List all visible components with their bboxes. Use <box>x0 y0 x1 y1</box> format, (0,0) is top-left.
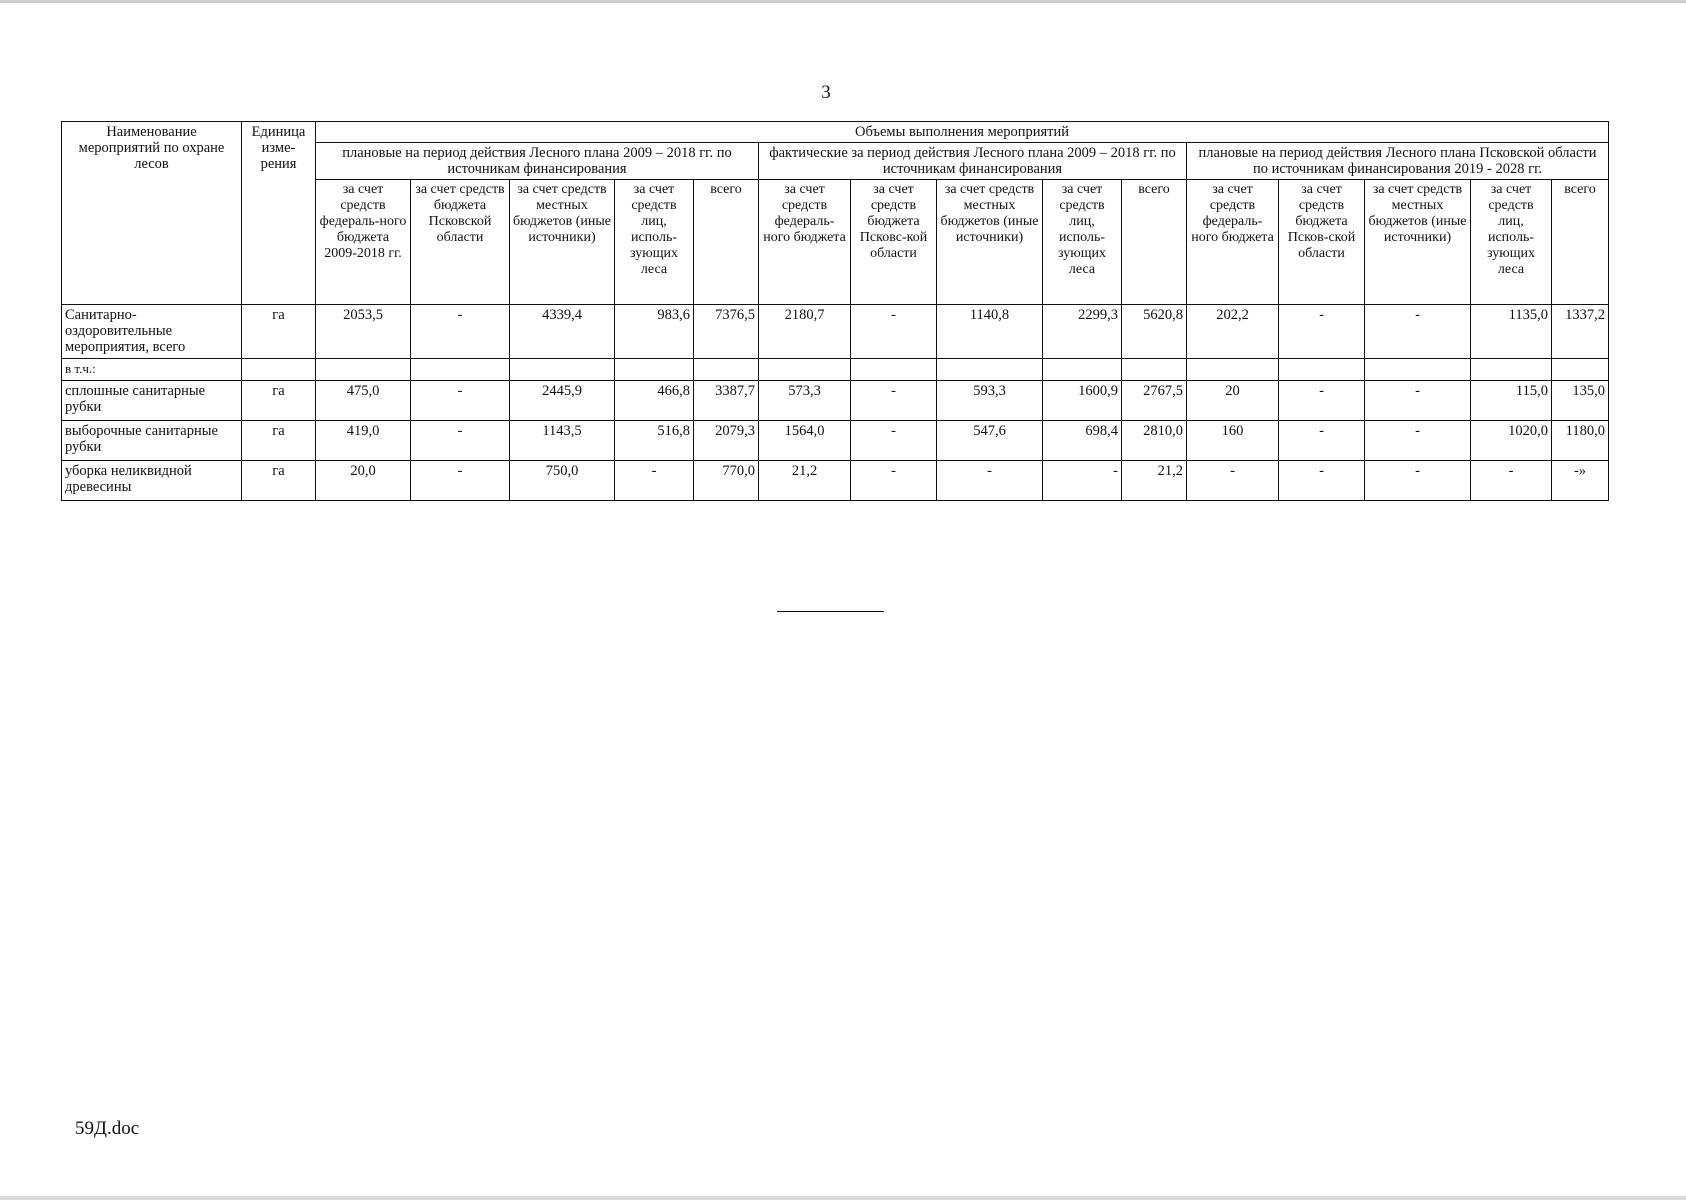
value-cell <box>759 359 851 381</box>
table-row <box>62 381 1609 421</box>
value-cell <box>1122 359 1187 381</box>
row-name: сплошные санитарные рубки <box>62 381 242 421</box>
value-cell <box>851 359 937 381</box>
value-cell <box>1471 359 1552 381</box>
value-cell: 21,2 <box>759 461 851 501</box>
value-cell: 593,3 <box>937 381 1043 421</box>
page-number: 3 <box>821 82 831 103</box>
subheader-cell: за счет средств федераль-ного бюджета <box>759 180 851 305</box>
header-unit-col: Единица изме-рения <box>242 122 316 305</box>
value-cell: - <box>1365 421 1471 461</box>
forest-protection-table <box>61 121 1609 501</box>
value-cell: 7376,5 <box>694 305 759 359</box>
value-cell <box>1043 359 1122 381</box>
value-cell: - <box>411 305 510 359</box>
value-cell: - <box>851 461 937 501</box>
header-group-fact-2009: фактические за период действия Лесного плана 2009 – 2018 гг. по источникам финансирования <box>759 143 1187 180</box>
value-cell: - <box>1365 461 1471 501</box>
value-cell: 1140,8 <box>937 305 1043 359</box>
value-cell <box>510 359 615 381</box>
subheader-cell: всего <box>694 180 759 305</box>
value-cell: 2445,9 <box>510 381 615 421</box>
value-cell <box>1365 359 1471 381</box>
table-row <box>62 421 1609 461</box>
value-cell <box>937 359 1043 381</box>
row-unit: га <box>242 461 316 501</box>
subheader-cell: всего <box>1122 180 1187 305</box>
value-cell: - <box>1279 381 1365 421</box>
value-cell: 1135,0 <box>1471 305 1552 359</box>
value-cell: 2079,3 <box>694 421 759 461</box>
subheader-cell: за счет средств бюджета Псковской области <box>411 180 510 305</box>
subheader-cell: за счет средств федераль-ного бюджета 2009-2018 гг. <box>316 180 411 305</box>
value-cell: - <box>1471 461 1552 501</box>
value-cell: 1564,0 <box>759 421 851 461</box>
scan-edge-top <box>0 0 1686 3</box>
header-group-plan-2019: плановые на период действия Лесного плана Псковской области по источникам финансирования 2019 - 2028 гг. <box>1187 143 1609 180</box>
value-cell: 475,0 <box>316 381 411 421</box>
header-volumes: Объемы выполнения мероприятий <box>316 122 1609 143</box>
value-cell: - <box>411 421 510 461</box>
row-name: в т.ч.: <box>62 359 242 381</box>
row-name: Санитарно-оздоровительные мероприятия, всего <box>62 305 242 359</box>
value-cell: - <box>1043 461 1122 501</box>
value-cell: 1337,2 <box>1552 305 1609 359</box>
value-cell: - <box>1365 305 1471 359</box>
value-cell: 1600,9 <box>1043 381 1122 421</box>
value-cell: 20 <box>1187 381 1279 421</box>
footer-filename: 59Д.doc <box>75 1118 140 1139</box>
value-cell: - <box>1365 381 1471 421</box>
header-row-1 <box>62 122 1609 143</box>
row-unit: га <box>242 305 316 359</box>
subheader-cell: за счет средств федераль-ного бюджета <box>1187 180 1279 305</box>
subheader-cell: всего <box>1552 180 1609 305</box>
value-cell: - <box>1279 305 1365 359</box>
table-row <box>62 305 1609 359</box>
value-cell: - <box>851 305 937 359</box>
subheader-cell: за счет средств бюджета Псковс-кой области <box>851 180 937 305</box>
subheader-cell: за счет средств лиц, исполь-зующих леса <box>1043 180 1122 305</box>
subheader-cell: за счет средств местных бюджетов (иные источники) <box>937 180 1043 305</box>
value-cell: 4339,4 <box>510 305 615 359</box>
value-cell: - <box>937 461 1043 501</box>
value-cell: 2810,0 <box>1122 421 1187 461</box>
subheader-cell: за счет средств лиц, исполь-зующих леса <box>615 180 694 305</box>
value-cell: 983,6 <box>615 305 694 359</box>
value-cell: 2180,7 <box>759 305 851 359</box>
subheader-cell: за счет средств местных бюджетов (иные источники) <box>510 180 615 305</box>
value-cell: 115,0 <box>1471 381 1552 421</box>
value-cell: 3387,7 <box>694 381 759 421</box>
row-name: уборка неликвидной древесины <box>62 461 242 501</box>
value-cell: 698,4 <box>1043 421 1122 461</box>
value-cell: - <box>615 461 694 501</box>
value-cell <box>1552 359 1609 381</box>
value-cell: 5620,8 <box>1122 305 1187 359</box>
subheader-cell: за счет средств бюджета Псков-ской области <box>1279 180 1365 305</box>
header-name-col: Наименование мероприятий по охране лесов <box>62 122 242 305</box>
value-cell: 750,0 <box>510 461 615 501</box>
value-cell: 547,6 <box>937 421 1043 461</box>
value-cell: - <box>411 461 510 501</box>
value-cell: 573,3 <box>759 381 851 421</box>
value-cell <box>1187 359 1279 381</box>
value-cell <box>694 359 759 381</box>
value-cell: - <box>411 381 510 421</box>
separator-line <box>777 611 884 612</box>
value-cell: - <box>1187 461 1279 501</box>
subheader-cell: за счет средств лиц, исполь-зующих леса <box>1471 180 1552 305</box>
table-row <box>62 461 1609 501</box>
header-group-plan-2009: плановые на период действия Лесного плана 2009 – 2018 гг. по источникам финансирования <box>316 143 759 180</box>
value-cell <box>1279 359 1365 381</box>
value-cell: 770,0 <box>694 461 759 501</box>
value-cell <box>411 359 510 381</box>
value-cell: - <box>851 381 937 421</box>
value-cell: -» <box>1552 461 1609 501</box>
value-cell: 21,2 <box>1122 461 1187 501</box>
value-cell: 419,0 <box>316 421 411 461</box>
value-cell: 202,2 <box>1187 305 1279 359</box>
scan-edge-bottom <box>0 1196 1686 1200</box>
row-unit <box>242 359 316 381</box>
subheader-cell: за счет средств местных бюджетов (иные источники) <box>1365 180 1471 305</box>
value-cell: - <box>1279 461 1365 501</box>
row-name: выборочные санитарные рубки <box>62 421 242 461</box>
value-cell: 20,0 <box>316 461 411 501</box>
value-cell: - <box>1279 421 1365 461</box>
value-cell: 2299,3 <box>1043 305 1122 359</box>
row-unit: га <box>242 421 316 461</box>
value-cell: 1143,5 <box>510 421 615 461</box>
row-unit: га <box>242 381 316 421</box>
value-cell: 516,8 <box>615 421 694 461</box>
value-cell: 1180,0 <box>1552 421 1609 461</box>
value-cell: 466,8 <box>615 381 694 421</box>
value-cell: - <box>851 421 937 461</box>
value-cell: 2053,5 <box>316 305 411 359</box>
table-row <box>62 359 1609 381</box>
value-cell: 135,0 <box>1552 381 1609 421</box>
value-cell <box>615 359 694 381</box>
value-cell: 160 <box>1187 421 1279 461</box>
value-cell: 1020,0 <box>1471 421 1552 461</box>
value-cell: 2767,5 <box>1122 381 1187 421</box>
value-cell <box>316 359 411 381</box>
